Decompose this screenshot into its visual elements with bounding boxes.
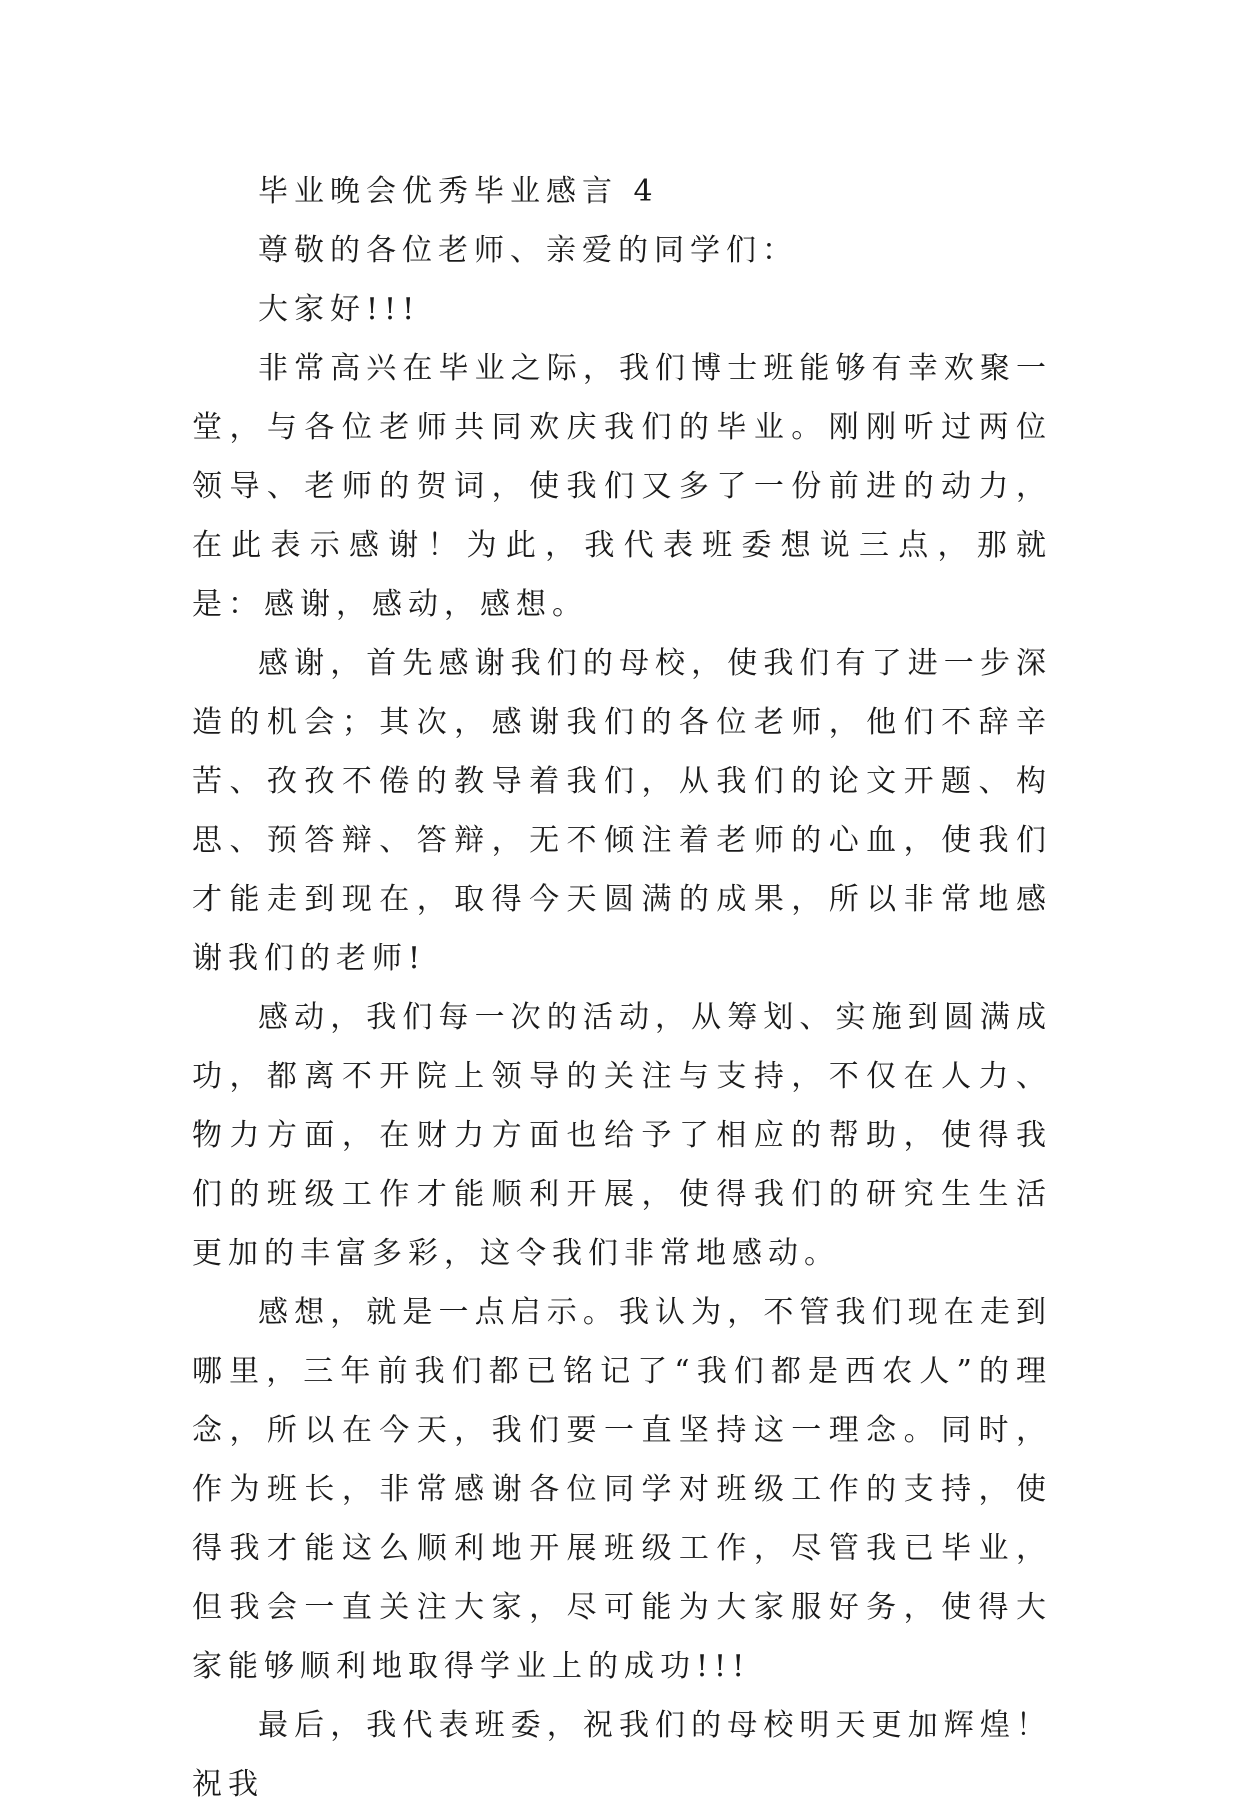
paragraph: 感想，就是一点启示。我认为，不管我们现在走到哪里，三年前我们都已铭记了“我们都是西农人”的理念，所以在今天，我们要一直坚持这一理念。同时，作为班长，非常感谢各位同学对班级工作的支持，使得我才能这么顺利地开展班级工作，尽管我已毕业，但我会一直关注大家，尽可能为大家服好务，使得大家能够顺利地取得学业上的成功!!! [192, 1295, 1052, 1684]
paragraph: 最后，我代表班委，祝我们的母校明天更加辉煌！祝我 [192, 1708, 1052, 1802]
paragraph: 感谢，首先感谢我们的母校，使我们有了进一步深造的机会；其次，感谢我们的各位老师，他们不辞辛苦、孜孜不倦的教导着我们，从我们的论文开题、构思、预答辩、答辩，无不倾注着老师的心血，使我们才能走到现在，取得今天圆满的成果，所以非常地感谢我们的老师! [192, 646, 1052, 976]
salutation: 尊敬的各位老师、亲爱的同学们： [258, 233, 798, 268]
document-body [192, 162, 1052, 1814]
paragraph: 非常高兴在毕业之际，我们博士班能够有幸欢聚一堂，与各位老师共同欢庆我们的毕业。刚刚听过两位领导、老师的贺词，使我们又多了一份前进的动力，在此表示感谢！为此，我代表班委想说三点，那就是：感谢，感动，感想。 [192, 351, 1052, 622]
greeting: 大家好!!! [258, 292, 421, 327]
document-title: 毕业晚会优秀毕业感言 4 [258, 174, 659, 209]
paragraph: 感动，我们每一次的活动，从筹划、实施到圆满成功，都离不开院上领导的关注与支持，不仅在人力、物力方面，在财力方面也给予了相应的帮助，使得我们的班级工作才能顺利开展，使得我们的研究生生活更加的丰富多彩，这令我们非常地感动。 [192, 1000, 1052, 1271]
